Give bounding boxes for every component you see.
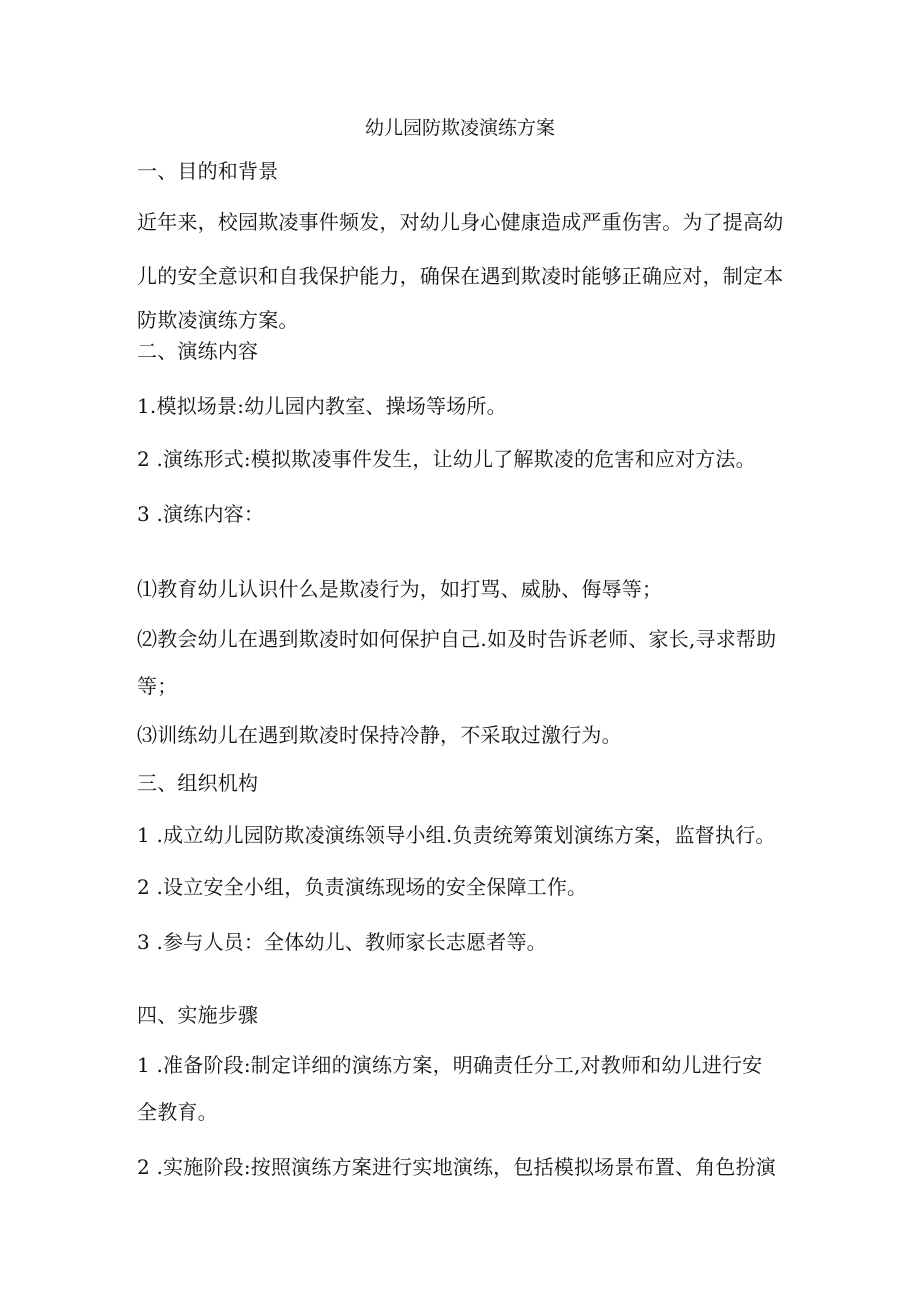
- paragraph-line: 儿的安全意识和自我保护能力，确保在遇到欺凌时能够正确应对，制定本: [137, 264, 784, 288]
- sub-list-item: ⑵教会幼儿在遇到欺凌时如何保护自己.如及时告诉老师、家长,寻求帮助: [137, 627, 777, 651]
- sub-list-item: 等；: [137, 674, 178, 698]
- list-item: 全教育。: [137, 1100, 218, 1124]
- section-heading-organization: 三、组织机构: [137, 771, 259, 795]
- list-item: 2 .实施阶段:按照演练方案进行实地演练，包括模拟场景布置、角色扮演: [137, 1155, 776, 1179]
- list-item: 3 .演练内容：: [137, 502, 265, 526]
- sub-list-item: ⑴教育幼儿认识什么是欺凌行为，如打骂、威胁、侮辱等；: [137, 577, 663, 601]
- section-heading-purpose: 一、目的和背景: [137, 159, 279, 183]
- list-item: 2 .设立安全小组，负责演练现场的安全保障工作。: [137, 875, 588, 899]
- list-item: 1 .成立幼儿园防欺凌演练领导小组.负责统筹策划演练方案，监督执行。: [137, 823, 776, 847]
- paragraph-line: 防欺凌演练方案。: [137, 308, 299, 332]
- paragraph-line: 近年来，校园欺凌事件频发，对幼儿身心健康造成严重伤害。为了提高幼: [137, 210, 784, 234]
- list-item: 1 .准备阶段:制定详细的演练方案，明确责任分工,对教师和幼儿进行安: [137, 1053, 763, 1077]
- section-heading-content: 二、演练内容: [137, 339, 259, 363]
- list-item: 3 .参与人员：全体幼儿、教师家长志愿者等。: [137, 930, 547, 954]
- document-title: 幼儿园防欺凌演练方案: [364, 117, 555, 139]
- sub-list-item: ⑶训练幼儿在遇到欺凌时保持冷静，不采取过激行为。: [137, 723, 622, 747]
- list-item: 1.模拟场景:幼儿园内教室、操场等场所。: [137, 394, 507, 418]
- section-heading-steps: 四、实施步骤: [137, 1003, 259, 1027]
- list-item: 2 .演练形式:模拟欺凌事件发生，让幼儿了解欺凌的危害和应对方法。: [137, 447, 756, 471]
